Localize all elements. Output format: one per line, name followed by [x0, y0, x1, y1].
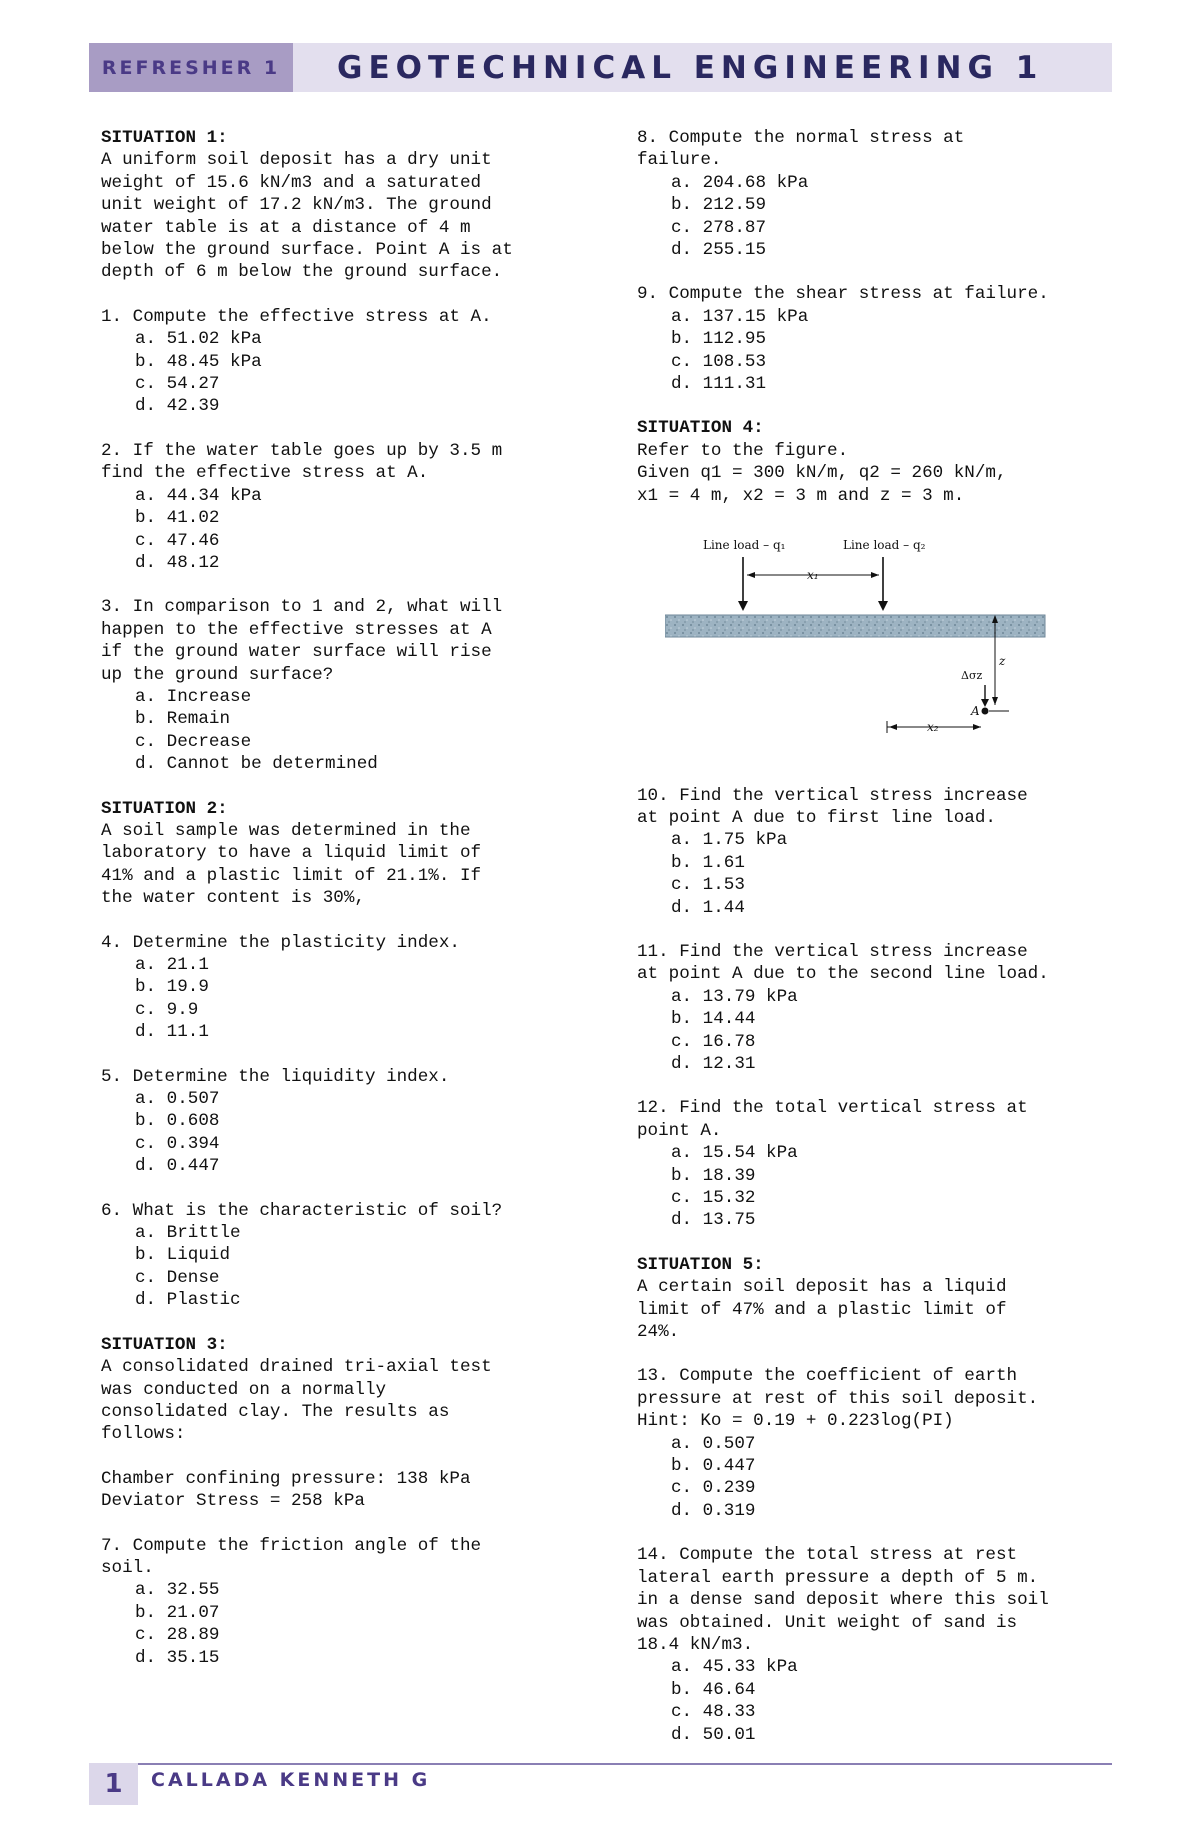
answer-option: c. 0.394	[135, 1133, 220, 1154]
answer-option: d. 48.12	[135, 552, 220, 573]
answer-options	[637, 306, 1117, 396]
situation-block	[101, 127, 601, 284]
situation-block	[637, 1254, 1117, 1344]
question-block	[101, 1200, 601, 1312]
answer-option: b. Remain	[135, 709, 231, 730]
question-block	[637, 1365, 1117, 1522]
answer-options	[637, 1433, 1117, 1523]
question-text: 10. Find the vertical stress increase at point A due to first line load.	[637, 785, 1028, 828]
answer-option: d. 0.319	[671, 1500, 756, 1521]
answer-option: a. 51.02 kPa	[135, 329, 262, 350]
situation-text: A soil sample was determined in the laboratory to have a liquid limit of 41% and a plastic limit of 21.1%. If the water content is 30%,	[101, 820, 482, 909]
ground-surface	[665, 615, 1045, 637]
answer-option: a. Brittle	[135, 1223, 241, 1244]
question-text: 11. Find the vertical stress increase at point A due to the second line load.	[637, 941, 1049, 985]
question-text: 8. Compute the normal stress at failure.	[637, 128, 965, 171]
situation-text: Refer to the figure. Given q1 = 300 kN/m, q2 = 260 kN/m, x1 = 4 m, x2 = 3 m and z = 3 m.	[637, 440, 1007, 506]
answer-option: a. 44.34 kPa	[135, 485, 262, 506]
page-header	[89, 43, 1112, 92]
answer-options	[101, 954, 601, 1044]
answer-option: c. 47.46	[135, 530, 220, 551]
point-a-label: A	[971, 704, 980, 719]
answer-option: b. 18.39	[671, 1165, 756, 1186]
left-column	[101, 127, 601, 1691]
answer-options	[637, 986, 1117, 1076]
situation-title: SITUATION 3:	[101, 1334, 228, 1355]
answer-option: b. 41.02	[135, 508, 220, 529]
situation-block	[101, 1334, 601, 1446]
z-label: z	[999, 654, 1006, 669]
answer-options	[101, 1088, 601, 1178]
situation-title: SITUATION 5:	[637, 1254, 764, 1275]
answer-option: b. 0.608	[135, 1111, 220, 1132]
question-text: 1. Compute the effective stress at A.	[101, 306, 492, 327]
answer-option: a. 204.68 kPa	[671, 172, 809, 193]
answer-option: b. 112.95	[671, 329, 767, 350]
question-block	[637, 785, 1117, 919]
load2-label: Line load – q₂	[843, 538, 926, 553]
situation-text: A certain soil deposit has a liquid limit of 47% and a plastic limit of 24%.	[637, 1277, 1007, 1343]
answer-options	[101, 328, 601, 418]
answer-option: d. 12.31	[671, 1053, 756, 1074]
answer-option: c. 15.32	[671, 1188, 756, 1208]
situation-title: SITUATION 1:	[101, 128, 228, 148]
answer-option: d. Cannot be determined	[135, 754, 378, 775]
answer-options	[101, 485, 601, 575]
answer-option: a. 15.54 kPa	[671, 1143, 798, 1164]
right-column	[637, 127, 1117, 1768]
answer-option: c. 28.89	[135, 1625, 220, 1646]
load1-label: Line load – q₁	[703, 538, 786, 553]
answer-option: d. 255.15	[671, 240, 767, 261]
question-block	[637, 1544, 1117, 1746]
answer-option: b. Liquid	[135, 1245, 231, 1266]
answer-options	[637, 1656, 1117, 1746]
question-text: 2. If the water table goes up by 3.5 m find the effective stress at A.	[101, 440, 503, 484]
situation-block	[637, 417, 1117, 507]
answer-option: c. 16.78	[671, 1031, 756, 1052]
refresher-tag: REFRESHER 1	[89, 43, 293, 92]
answer-option: c. 278.87	[671, 217, 767, 238]
question-block	[637, 941, 1117, 1075]
answer-option: d. Plastic	[135, 1290, 241, 1311]
question-block	[101, 1066, 601, 1178]
question-text: 4. Determine the plasticity index.	[101, 932, 460, 953]
question-block	[101, 306, 601, 418]
document-title: GEOTECHNICAL ENGINEERING 1	[293, 43, 1112, 92]
question-text: 3. In comparison to 1 and 2, what will happen to the effective stresses at A if the ground water surface will rise up the ground surface?	[101, 597, 503, 685]
answer-option: c. 54.27	[135, 374, 220, 395]
answer-option: c. 1.53	[671, 875, 745, 896]
answer-option: b. 14.44	[671, 1009, 756, 1030]
answer-option: c. Dense	[135, 1267, 220, 1288]
question-block	[101, 932, 601, 1044]
x1-label: x₁	[807, 568, 819, 583]
answer-option: d. 11.1	[135, 1022, 209, 1043]
author-name: CALLADA KENNETH G	[151, 1769, 431, 1791]
situation-text: A uniform soil deposit has a dry unit weight of 15.6 kN/m3 and a saturated unit weight of 17.2 kN/m3. The ground water table is at a distance of 4 m below the ground surface. Point A is at depth of 6 m below the ground surface.	[101, 150, 513, 283]
page-number: 1	[89, 1763, 138, 1805]
question-block	[101, 440, 601, 574]
situation-title: SITUATION 4:	[637, 418, 764, 439]
load2-arrowhead	[878, 601, 888, 611]
given-data-text: Chamber confining pressure: 138 kPa Deviator Stress = 258 kPa	[101, 1468, 471, 1512]
situation-title: SITUATION 2:	[101, 798, 228, 819]
answer-options	[637, 829, 1117, 919]
answer-option: d. 0.447	[135, 1156, 220, 1177]
answer-option: b. 1.61	[671, 852, 745, 873]
answer-option: d. 13.75	[671, 1210, 756, 1231]
answer-options	[101, 1579, 601, 1669]
answer-option: c. 108.53	[671, 351, 767, 372]
answer-option: a. 0.507	[135, 1089, 220, 1110]
answer-options	[637, 172, 1117, 262]
question-block	[101, 1535, 601, 1669]
answer-option: b. 21.07	[135, 1602, 220, 1623]
delta-sigma-label: Δσz	[961, 669, 983, 683]
question-text: 6. What is the characteristic of soil?	[101, 1200, 503, 1221]
answer-option: d. 111.31	[671, 374, 767, 395]
answer-option: b. 0.447	[671, 1456, 756, 1477]
answer-option: d. 50.01	[671, 1724, 756, 1745]
answer-option: d. 42.39	[135, 396, 220, 417]
answer-option: d. 35.15	[135, 1647, 220, 1668]
question-block	[637, 127, 1117, 261]
question-text: 5. Determine the liquidity index.	[101, 1066, 450, 1087]
answer-option: b. 48.45 kPa	[135, 351, 262, 372]
answer-option: a. 45.33 kPa	[671, 1657, 798, 1678]
answer-option: c. 48.33	[671, 1702, 756, 1723]
answer-option: c. 0.239	[671, 1478, 756, 1499]
answer-option: b. 46.64	[671, 1679, 756, 1700]
footer-divider	[138, 1763, 1112, 1765]
question-text: 9. Compute the shear stress at failure.	[637, 284, 1049, 305]
answer-option: a. 21.1	[135, 955, 209, 975]
answer-option: b. 212.59	[671, 195, 767, 216]
question-block	[637, 283, 1117, 395]
question-block	[101, 596, 601, 775]
answer-option: a. 0.507	[671, 1433, 756, 1454]
situation-block	[101, 798, 601, 910]
question-text: 13. Compute the coefficient of earth pressure at rest of this soil deposit. Hint: Ko = 0.19 + 0.223log(PI)	[637, 1366, 1039, 1432]
answer-options	[101, 686, 601, 776]
question-block	[637, 1097, 1117, 1231]
line-load-figure	[665, 535, 1065, 755]
answer-options	[637, 1142, 1117, 1232]
answer-option: b. 19.9	[135, 977, 209, 998]
situation-text: A consolidated drained tri-axial test was conducted on a normally consolidated clay. The results as follows:	[101, 1357, 492, 1445]
answer-option: a. 13.79 kPa	[671, 986, 798, 1007]
answer-option: c. Decrease	[135, 731, 252, 752]
answer-options	[101, 1222, 601, 1312]
point-a	[982, 708, 989, 715]
answer-option: a. 32.55	[135, 1580, 220, 1601]
answer-option: a. Increase	[135, 686, 252, 707]
question-text: 12. Find the total vertical stress at point A.	[637, 1098, 1028, 1141]
answer-option: c. 9.9	[135, 999, 199, 1020]
answer-option: d. 1.44	[671, 897, 745, 918]
question-text: 14. Compute the total stress at rest lateral earth pressure a depth of 5 m. in a dense sand deposit where this soil was obtained. Unit weight of sand is 18.4 kN/m3.	[637, 1545, 1049, 1655]
load1-arrowhead	[738, 601, 748, 611]
given-data	[101, 1468, 601, 1513]
answer-option: a. 1.75 kPa	[671, 830, 788, 851]
question-text: 7. Compute the friction angle of the soil.	[101, 1535, 482, 1578]
x2-label: x₂	[927, 720, 939, 735]
answer-option: a. 137.15 kPa	[671, 306, 809, 327]
